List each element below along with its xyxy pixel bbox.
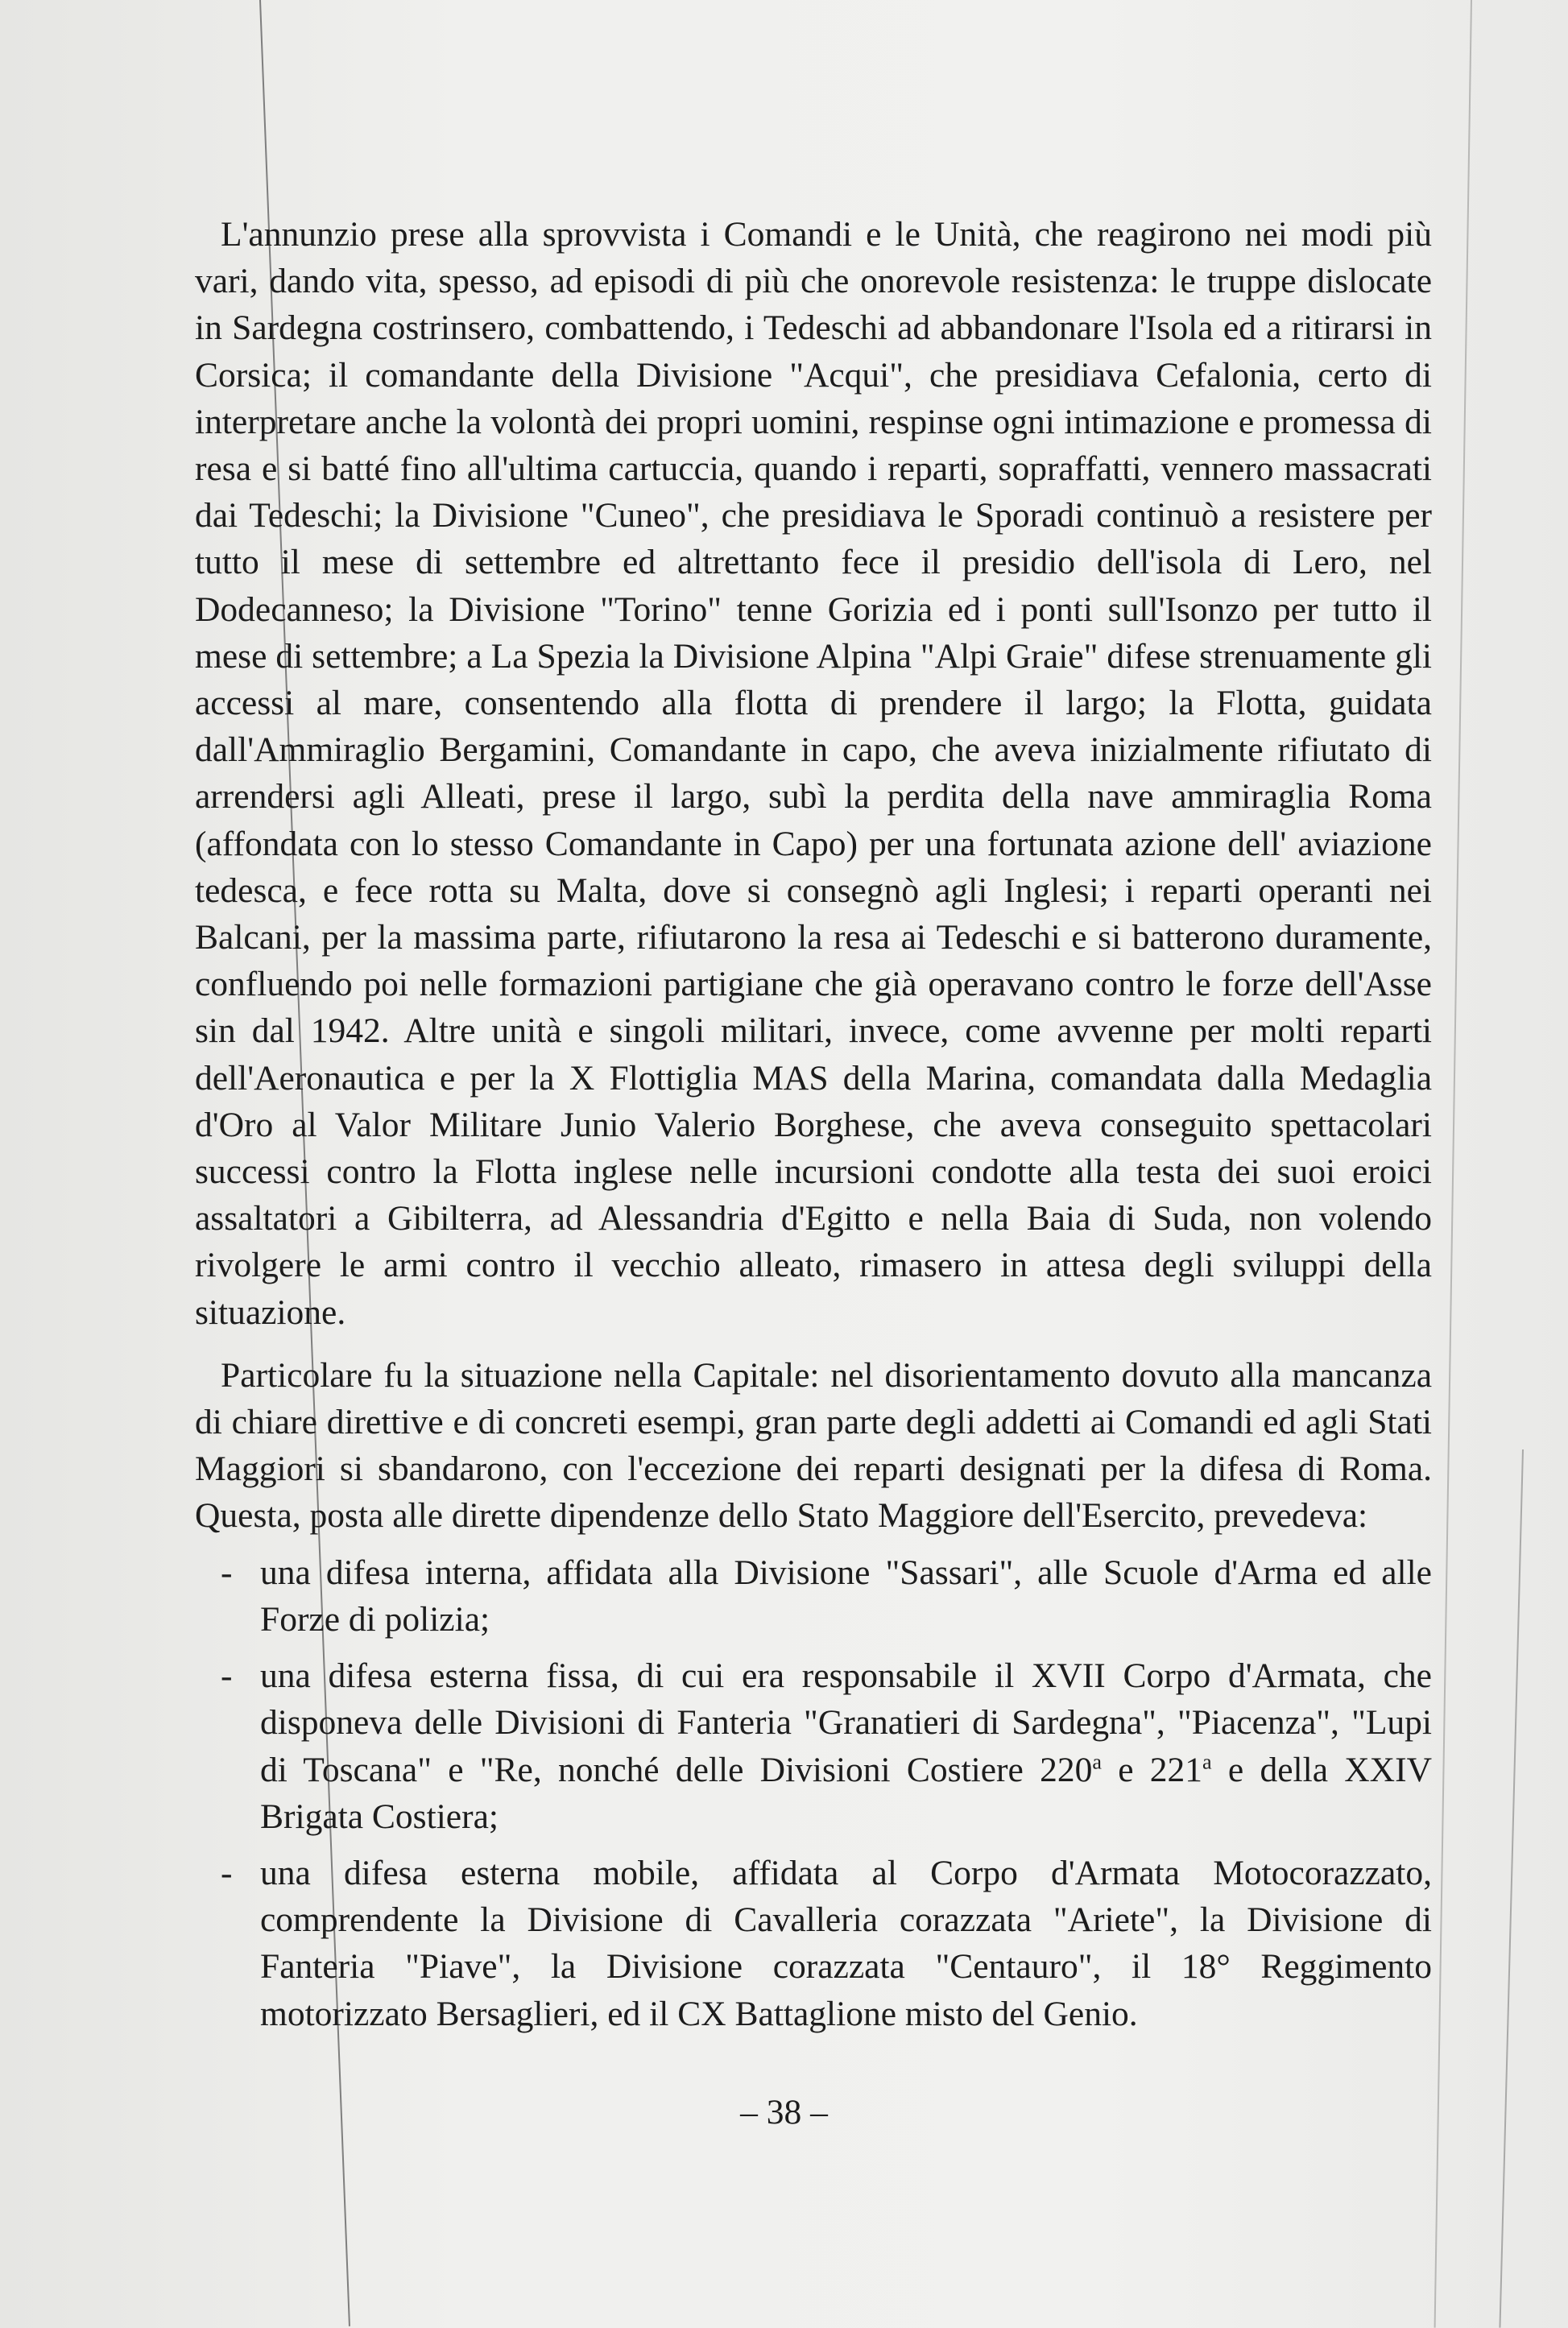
defense-list [195, 1549, 1432, 2037]
paragraph-1: L'annunzio prese alla sprovvista i Comandi e le Unità, che reagirono nei modi più vari, dando vita, spesso, ad episodi di più che onorevole resistenza: le truppe dislocate in Sardegna costrinsero, combattendo, i Tedeschi ad abbandonare l'Isola ed a ritirarsi in Corsica; il comandante della Divisione "Acqui", che presidiava Cefalonia, certo di interpretare anche la volontà dei propri uomini, respinse ogni intimazione e promessa di resa e si batté fino all'ultima cartuccia, quando i reparti, sopraffatti, vennero massacrati dai Tedeschi; la Divisione "Cuneo", che presidiava le Sporadi continuò a resistere per tutto il mese di settembre ed altrettanto fece il presidio dell'isola di Lero, nel Dodecanneso; la Divisione "Torino" tenne Gorizia ed i ponti sull'Isonzo per tutto il mese di settembre; a La Spezia la Divisione Alpina "Alpi Graie" difese strenuamente gli accessi al mare, consentendo alla flotta di prendere il largo; la Flotta, guidata dall'Ammiraglio Bergamini, Comandante in capo, che aveva inizialmente rifiutato di arrendersi agli Alleati, prese il largo, subì la perdita della nave ammiraglia Roma (affondata con lo stesso Comandante in Capo) per una fortunata azione dell' aviazione tedesca, e fece rotta su Malta, dove si consegnò agli Inglesi; i reparti operanti nei Balcani, per la massima parte, rifiutarono la resa ai Tedeschi e si batterono duramente, confluendo poi nelle formazioni partigiane che già operavano contro le forze dell'Asse sin dal 1942. Altre unità e singoli militari, invece, come avvenne per molti reparti dell'Aeronautica e per la X Flottiglia MAS della Marina, comandata dalla Medaglia d'Oro al Valor Militare Junio Valerio Borghese, che aveva conseguito spettacolari successi contro la Flotta inglese nelle incursioni condotte alla testa dei suoi eroici assaltatori a Gibilterra, ad Alessandria d'Egitto e nella Baia di Suda, non volendo rivolgere le armi contro il vecchio alleato, rimasero in attesa degli sviluppi della situazione. [195, 215, 1432, 1332]
list-dash: - [221, 1853, 233, 1892]
list-item [195, 1652, 1432, 1840]
list-dash: - [221, 1656, 233, 1696]
superscript-a: a [1202, 1750, 1212, 1773]
list-item-text: una difesa interna, affidata alla Divisione "Sassari", alle Scuole d'Arma ed alle Forze di polizia; [260, 1553, 1432, 1639]
scan-artifact-line-edge [1499, 1449, 1524, 2328]
list-item-text: una difesa esterna mobile, affidata al Corpo d'Armata Motocorazzato, comprendente la Divisione di Cavalleria corazzata "Ariete", la Divisione di Fanteria "Piave", la Divisione corazzata "Centauro", il 18° Reggimento motorizzato Bersaglieri, ed il CX Battaglione misto del Genio. [260, 1853, 1432, 2033]
list-item [195, 1549, 1432, 1643]
body-text [195, 211, 1432, 2047]
superscript-a: a [1092, 1750, 1102, 1773]
list-dash: - [221, 1553, 233, 1592]
list-item [195, 1850, 1432, 2037]
paragraph-2: Particolare fu la situazione nella Capitale: nel disorientamento dovuto alla mancanza di chiare direttive e di concreti esempi, gran parte degli addetti ai Comandi ed agli Stati Maggiori si sbandarono, con l'eccezione dei reparti designati per la difesa di Roma. Questa, posta alle dirette dipendenze dello Stato Maggiore dell'Esercito, prevedeva: [195, 1355, 1432, 1536]
page-number: – 38 – [740, 2093, 828, 2132]
scan-artifact-line-right [1434, 0, 1472, 2328]
list-item-text: una difesa esterna fissa, di cui era responsabile il XVII Corpo d'Armata, che disponeva delle Divisioni di Fanteria "Granatieri di Sardegna", "Piacenza", "Lupi di Toscana" e "Re, nonché delle Divisioni Costiere 220$^a$ e 221$^a$ e della XXIV Brigata Costiera; [260, 1656, 1432, 1836]
